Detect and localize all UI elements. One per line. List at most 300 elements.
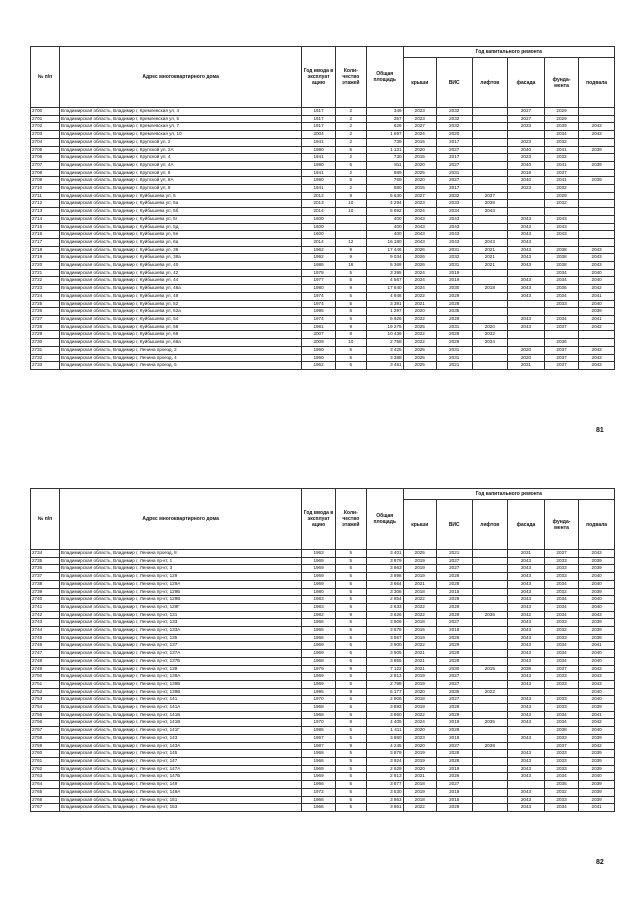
roof-year-cell: 2024 (403, 131, 436, 139)
total-area-cell: 3 898 (366, 573, 403, 581)
commission-year-cell: 1969 (302, 765, 335, 773)
basement-year-cell: 2040 (579, 269, 615, 277)
floors-cell: 5 (335, 580, 366, 588)
basement-year-cell: 2043 (579, 131, 615, 139)
floors-cell: 5 (335, 596, 366, 604)
table-row (31, 742, 615, 750)
basement-year-cell: 2040 (579, 727, 615, 735)
table-row (31, 161, 615, 169)
table-row (31, 688, 615, 696)
row-number-cell: 2711 (31, 192, 60, 200)
basement-year-cell: 2043 (579, 673, 615, 681)
roof-year-cell: 2020 (403, 161, 436, 169)
table-row (31, 146, 615, 154)
roof-year-cell: 2022 (403, 711, 436, 719)
floors-cell: 5 (335, 757, 366, 765)
foundation-year-cell: 2038 (544, 727, 578, 735)
total-area-cell: 3 401 (366, 550, 403, 558)
lift-year-cell (472, 557, 508, 565)
commission-year-cell: 1969 (302, 557, 335, 565)
roof-year-cell: 2022 (403, 339, 436, 347)
roof-year-cell: 2020 (403, 727, 436, 735)
basement-year-cell: 2040 (579, 300, 615, 308)
address-cell: Владимирская область, Владимир г, Кремлевская ул, 4 (59, 108, 301, 116)
foundation-year-cell: 2036 (544, 339, 578, 347)
facade-year-cell: 2023 (508, 185, 545, 193)
roof-year-cell: 2022 (403, 603, 436, 611)
facade-year-cell: 2043 (508, 750, 545, 758)
lift-year-cell (472, 565, 508, 573)
vis-year-cell: 2028 (436, 704, 472, 712)
basement-year-cell (579, 231, 615, 239)
foundation-year-cell: 2033 (544, 673, 578, 681)
commission-year-cell: 1983 (302, 596, 335, 604)
basement-year-cell: 2040 (579, 688, 615, 696)
header-basement: подвала (579, 500, 615, 550)
floors-cell: 5 (335, 177, 366, 185)
table-row (31, 285, 615, 293)
basement-year-cell (579, 192, 615, 200)
address-cell: Владимирская область, Владимир г, Куйбышева ул, 5 (59, 192, 301, 200)
commission-year-cell: 1969 (302, 565, 335, 573)
vis-year-cell: 2015 (436, 588, 472, 596)
total-area-cell: 3 863 (366, 565, 403, 573)
row-number-cell: 2730 (31, 339, 60, 347)
roof-year-cell: 2015 (403, 627, 436, 635)
total-area-cell: 689 (366, 169, 403, 177)
vis-year-cell: 2043 (436, 215, 472, 223)
facade-year-cell: 2043 (508, 580, 545, 588)
row-number-cell: 2742 (31, 611, 60, 619)
commission-year-cell: 1966 (302, 619, 335, 627)
row-number-cell: 2765 (31, 788, 60, 796)
table-row (31, 185, 615, 193)
address-cell: Владимирская область, Владимир г, Ленина пр-кт, 141Б (59, 711, 301, 719)
total-area-cell: 17 446 (366, 246, 403, 254)
roof-year-cell: 2023 (403, 108, 436, 116)
address-cell: Владимирская область, Владимир г, Кремлевская ул, 7 (59, 123, 301, 131)
basement-year-cell: 2043 (579, 123, 615, 131)
commission-year-cell: 1941 (302, 185, 335, 193)
commission-year-cell: 2004 (302, 131, 335, 139)
total-area-cell: 3 863 (366, 796, 403, 804)
floors-cell: 9 (335, 323, 366, 331)
address-cell: Владимирская область, Владимир г, Ленина пр-кт, 129В (59, 596, 301, 604)
foundation-year-cell: 2029 (544, 115, 578, 123)
basement-year-cell (579, 331, 615, 339)
commission-year-cell: 1968 (302, 750, 335, 758)
roof-year-cell: 2024 (403, 269, 436, 277)
address-cell: Владимирская область, Владимир г, Ленина пр-кт, 131 (59, 611, 301, 619)
vis-year-cell: 2027 (436, 161, 472, 169)
facade-year-cell: 2043 (508, 719, 545, 727)
address-cell: Владимирская область, Владимир г, Куйбышева ул, 52 (59, 300, 301, 308)
lift-year-cell: 2022 (472, 688, 508, 696)
roof-year-cell: 2019 (403, 704, 436, 712)
basement-year-cell: 2042 (579, 719, 615, 727)
floors-cell: 9 (335, 719, 366, 727)
address-cell: Владимирская область, Владимир г, Ленина проезд, 8 (59, 550, 301, 558)
address-cell: Владимирская область, Владимир г, Ленина пр-кт, 153 (59, 804, 301, 812)
row-number-cell: 2751 (31, 680, 60, 688)
address-cell: Владимирская область, Владимир г, Ленина пр-кт, 137Б (59, 657, 301, 665)
vis-year-cell: 2029 (436, 804, 472, 812)
facade-year-cell: 2043 (508, 734, 545, 742)
basement-year-cell: 2039 (579, 308, 615, 316)
address-cell: Владимирская область, Владимир г, Ленина пр-кт, 151 (59, 796, 301, 804)
table-row (31, 750, 615, 758)
address-cell: Владимирская область, Владимир г, Ленина пр-кт, 145 (59, 750, 301, 758)
row-number-cell: 2706 (31, 154, 60, 162)
vis-year-cell: 2033 (436, 200, 472, 208)
basement-year-cell (579, 154, 615, 162)
basement-year-cell: 2040 (579, 603, 615, 611)
total-area-cell: 2 798 (366, 680, 403, 688)
facade-year-cell: 2043 (508, 565, 545, 573)
foundation-year-cell: 2034 (544, 131, 578, 139)
row-number-cell: 2701 (31, 115, 60, 123)
facade-year-cell: 2020 (508, 346, 545, 354)
lift-year-cell: 2018 (472, 285, 508, 293)
total-area-cell: 7 122 (366, 665, 403, 673)
table-row (31, 650, 615, 658)
total-area-cell: 3 900 (366, 642, 403, 650)
lift-year-cell (472, 673, 508, 681)
floors-cell: 6 (335, 308, 366, 316)
commission-year-cell: 1917 (302, 108, 335, 116)
foundation-year-cell (544, 688, 578, 696)
table-row (31, 331, 615, 339)
header-number: № п/п (31, 47, 60, 108)
floors-cell: 5 (335, 565, 366, 573)
lift-year-cell (472, 177, 508, 185)
basement-year-cell: 2040 (579, 773, 615, 781)
facade-year-cell: 2043 (508, 277, 545, 285)
address-cell: Владимирская область, Владимир г, Ленина пр-кт, 139А (59, 673, 301, 681)
header-facade: фасада (508, 58, 545, 108)
commission-year-cell: 1983 (302, 603, 335, 611)
lift-year-cell: 2015 (472, 665, 508, 673)
commission-year-cell: 1969 (302, 673, 335, 681)
floors-cell: 5 (335, 603, 366, 611)
floors-cell: 5 (335, 550, 366, 558)
basement-year-cell (579, 185, 615, 193)
table-row (31, 308, 615, 316)
floors-cell: 5 (335, 711, 366, 719)
commission-year-cell: 1974 (302, 292, 335, 300)
vis-year-cell: 2026 (436, 634, 472, 642)
table-row (31, 796, 615, 804)
vis-year-cell: 2028 (436, 650, 472, 658)
vis-year-cell: 2015 (436, 796, 472, 804)
vis-year-cell: 2031 (436, 346, 472, 354)
roof-year-cell: 2025 (403, 346, 436, 354)
total-area-cell: 3 308 (366, 588, 403, 596)
header-foundation: фунда-мента (544, 500, 578, 550)
commission-year-cell: 1941 (302, 138, 335, 146)
foundation-year-cell: 2032 (544, 588, 578, 596)
header-floors: Коли-чество этажей (335, 489, 366, 550)
roof-year-cell: 2023 (403, 115, 436, 123)
floors-cell: 5 (335, 750, 366, 758)
commission-year-cell: 2014 (302, 208, 335, 216)
floors-cell: 5 (335, 673, 366, 681)
foundation-year-cell: 2033 (544, 765, 578, 773)
floors-cell: 5 (335, 696, 366, 704)
facade-year-cell: 2040 (508, 161, 545, 169)
facade-year-cell: 2043 (508, 650, 545, 658)
lift-year-cell (472, 642, 508, 650)
roof-year-cell: 2019 (403, 573, 436, 581)
table-row (31, 550, 615, 558)
table-row (31, 177, 615, 185)
lift-year-cell (472, 657, 508, 665)
header-address: Адрес многоквартирного дома (59, 47, 301, 108)
commission-year-cell: 1969 (302, 580, 335, 588)
address-cell: Владимирская область, Владимир г, Ленина пр-кт, 129Б (59, 588, 301, 596)
foundation-year-cell: 2034 (544, 277, 578, 285)
header-vis: ВИС (436, 58, 472, 108)
address-cell: Владимирская область, Владимир г, Куйбышева ул, 5а (59, 200, 301, 208)
total-area-cell: 3 906 (366, 619, 403, 627)
floors-cell: 5 (335, 573, 366, 581)
lift-year-cell: 2032 (472, 331, 508, 339)
facade-year-cell: 2031 (508, 550, 545, 558)
page-number: 82 (596, 859, 604, 866)
address-cell: Владимирская область, Владимир г, Куйбышева ул, 48 (59, 292, 301, 300)
address-cell: Владимирская область, Владимир г, Куйбышева ул, 5б (59, 208, 301, 216)
facade-year-cell: 2043 (508, 765, 545, 773)
vis-year-cell: 2035 (436, 308, 472, 316)
basement-year-cell (579, 223, 615, 231)
address-cell: Владимирская область, Владимир г, Ленина пр-кт, 141Г (59, 727, 301, 735)
lift-year-cell (472, 711, 508, 719)
address-cell: Владимирская область, Владимир г, Ленина проезд, 4 (59, 354, 301, 362)
address-cell: Владимирская область, Владимир г, Ленина пр-кт, 133 (59, 619, 301, 627)
lift-year-cell (472, 269, 508, 277)
table-row (31, 215, 615, 223)
address-cell: Владимирская область, Владимир г, Куйбышева ул, 66а (59, 339, 301, 347)
basement-year-cell: 2040 (579, 596, 615, 604)
lift-year-cell (472, 580, 508, 588)
facade-year-cell: 2043 (508, 696, 545, 704)
basement-year-cell: 2039 (579, 781, 615, 789)
roof-year-cell: 2015 (403, 185, 436, 193)
table-row (31, 711, 615, 719)
facade-year-cell: 2043 (508, 757, 545, 765)
lift-year-cell: 2035 (472, 611, 508, 619)
roof-year-cell: 2025 (403, 362, 436, 370)
total-area-cell: 769 (366, 177, 403, 185)
header-floors: Коли-чество этажей (335, 47, 366, 108)
row-number-cell: 2747 (31, 650, 60, 658)
roof-year-cell: 2022 (403, 315, 436, 323)
vis-year-cell: 2027 (436, 696, 472, 704)
commission-year-cell: 1960 (302, 354, 335, 362)
floors-cell: 5 (335, 642, 366, 650)
facade-year-cell: 2043 (508, 596, 545, 604)
foundation-year-cell: 2034 (544, 773, 578, 781)
foundation-year-cell: 2037 (544, 665, 578, 673)
row-number-cell: 2746 (31, 642, 60, 650)
roof-year-cell: 2019 (403, 757, 436, 765)
roof-year-cell: 2015 (403, 138, 436, 146)
lift-year-cell (472, 796, 508, 804)
floors-cell: 16 (335, 262, 366, 270)
lift-year-cell (472, 362, 508, 370)
total-area-cell: 1 297 (366, 308, 403, 316)
facade-year-cell: 2043 (508, 315, 545, 323)
commission-year-cell: 1966 (302, 804, 335, 812)
lift-year-cell (472, 704, 508, 712)
row-number-cell: 2731 (31, 346, 60, 354)
lift-year-cell (472, 154, 508, 162)
header-foundation: фунда-мента (544, 58, 578, 108)
roof-year-cell: 2025 (403, 354, 436, 362)
lift-year-cell: 2043 (472, 238, 508, 246)
address-cell: Владимирская область, Владимир г, Ленина проезд, 5 (59, 362, 301, 370)
lift-year-cell (472, 185, 508, 193)
floors-cell: 2 (335, 115, 366, 123)
floors-cell: 5 (335, 315, 366, 323)
total-area-cell: 1 411 (366, 727, 403, 735)
roof-year-cell: 2024 (403, 277, 436, 285)
address-cell: Владимирская область, Владимир г, Куйбышева ул, 44 (59, 277, 301, 285)
table-row (31, 565, 615, 573)
vis-year-cell: 2029 (436, 315, 472, 323)
table-row (31, 200, 615, 208)
row-number-cell: 2766 (31, 796, 60, 804)
lift-year-cell (472, 108, 508, 116)
foundation-year-cell: 2041 (544, 177, 578, 185)
facade-year-cell: 2043 (508, 619, 545, 627)
basement-year-cell: 2043 (579, 611, 615, 619)
row-number-cell: 2764 (31, 781, 60, 789)
commission-year-cell: 1977 (302, 277, 335, 285)
lift-year-cell: 2037 (472, 192, 508, 200)
floors-cell: 5 (335, 704, 366, 712)
table-row (31, 611, 615, 619)
commission-year-cell: 1986 (302, 262, 335, 270)
foundation-year-cell: 2034 (544, 719, 578, 727)
vis-year-cell: 2032 (436, 192, 472, 200)
row-number-cell: 2763 (31, 773, 60, 781)
vis-year-cell: 2029 (436, 603, 472, 611)
vis-year-cell: 2018 (436, 734, 472, 742)
basement-year-cell: 2040 (579, 696, 615, 704)
floors-cell: 9 (335, 665, 366, 673)
address-cell: Владимирская область, Владимир г, Крупской ул, 4 (59, 154, 301, 162)
basement-year-cell: 2040 (579, 580, 615, 588)
floors-cell (335, 215, 366, 223)
facade-year-cell: 2031 (508, 362, 545, 370)
address-cell: Владимирская область, Владимир г, Куйбышева ул, 36 (59, 246, 301, 254)
facade-year-cell: 2043 (508, 323, 545, 331)
address-cell: Владимирская область, Владимир г, Ленина пр-кт, 141 (59, 696, 301, 704)
facade-year-cell (508, 331, 545, 339)
roof-year-cell: 2020 (403, 308, 436, 316)
row-number-cell: 2728 (31, 323, 60, 331)
address-cell: Владимирская область, Владимир г, Крупской ул, 8А (59, 177, 301, 185)
lift-year-cell (472, 169, 508, 177)
vis-year-cell: 2029 (436, 711, 472, 719)
commission-year-cell: 1992 (302, 254, 335, 262)
roof-year-cell: 2043 (403, 231, 436, 239)
header-total-area: Общая площадь (366, 489, 403, 550)
address-cell: Владимирская область, Владимир г, Кремлевская ул, 10 (59, 131, 301, 139)
facade-year-cell: 2043 (508, 262, 545, 270)
basement-year-cell (579, 115, 615, 123)
commission-year-cell: 1980 (302, 588, 335, 596)
facade-year-cell: 2043 (508, 285, 545, 293)
basement-year-cell: 2039 (579, 796, 615, 804)
lift-year-cell (472, 603, 508, 611)
commission-year-cell: 1967 (302, 734, 335, 742)
commission-year-cell: 1981 (302, 323, 335, 331)
foundation-year-cell: 2034 (544, 292, 578, 300)
commission-year-cell: 1963 (302, 550, 335, 558)
header-repair-year-group: Год капитального ремонта (403, 489, 614, 500)
floors-cell: 5 (335, 146, 366, 154)
total-area-cell: 349 (366, 108, 403, 116)
address-cell: Владимирская область, Владимир г, Ленина пр-кт, 143 (59, 734, 301, 742)
facade-year-cell: 2043 (508, 603, 545, 611)
floors-cell: 5 (335, 680, 366, 688)
commission-year-cell: 1966 (302, 796, 335, 804)
lift-year-cell: 2035 (472, 719, 508, 727)
total-area-cell: 4 245 (366, 742, 403, 750)
table-row (31, 362, 615, 370)
facade-year-cell: 2020 (508, 354, 545, 362)
basement-year-cell: 2043 (579, 246, 615, 254)
address-cell: Владимирская область, Владимир г, Ленина пр-кт, 141А (59, 704, 301, 712)
table-row (31, 665, 615, 673)
vis-year-cell: 2028 (436, 750, 472, 758)
total-area-cell: 4 567 (366, 277, 403, 285)
total-area-cell: 10 436 (366, 331, 403, 339)
row-number-cell: 2709 (31, 177, 60, 185)
row-number-cell: 2708 (31, 169, 60, 177)
basement-year-cell: 2039 (579, 750, 615, 758)
vis-year-cell: 2019 (436, 277, 472, 285)
roof-year-cell: 2023 (403, 200, 436, 208)
lift-year-cell (472, 315, 508, 323)
floors-cell: 5 (335, 362, 366, 370)
lift-year-cell (472, 765, 508, 773)
vis-year-cell: 2027 (436, 557, 472, 565)
floors-cell: 5 (335, 588, 366, 596)
address-cell: Владимирская область, Владимир г, Куйбышева ул, 6а (59, 238, 301, 246)
facade-year-cell (508, 208, 545, 216)
vis-year-cell: 2029 (436, 292, 472, 300)
row-number-cell: 2712 (31, 200, 60, 208)
total-area-cell: 3 855 (366, 657, 403, 665)
row-number-cell: 2760 (31, 750, 60, 758)
total-area-cell: 16 180 (366, 238, 403, 246)
floors-cell: 5 (335, 627, 366, 635)
address-cell: Владимирская область, Владимир г, Ленина пр-кт, 135 (59, 634, 301, 642)
foundation-year-cell: 2033 (544, 619, 578, 627)
address-cell: Владимирская область, Владимир г, Ленина пр-кт, 129 (59, 573, 301, 581)
commission-year-cell: 1978 (302, 269, 335, 277)
total-area-cell: 357 (366, 115, 403, 123)
lift-year-cell (472, 161, 508, 169)
lift-year-cell (472, 804, 508, 812)
total-area-cell: 3 905 (366, 650, 403, 658)
vis-year-cell: 2032 (436, 123, 472, 131)
table-row (31, 757, 615, 765)
vis-year-cell: 2017 (436, 185, 472, 193)
